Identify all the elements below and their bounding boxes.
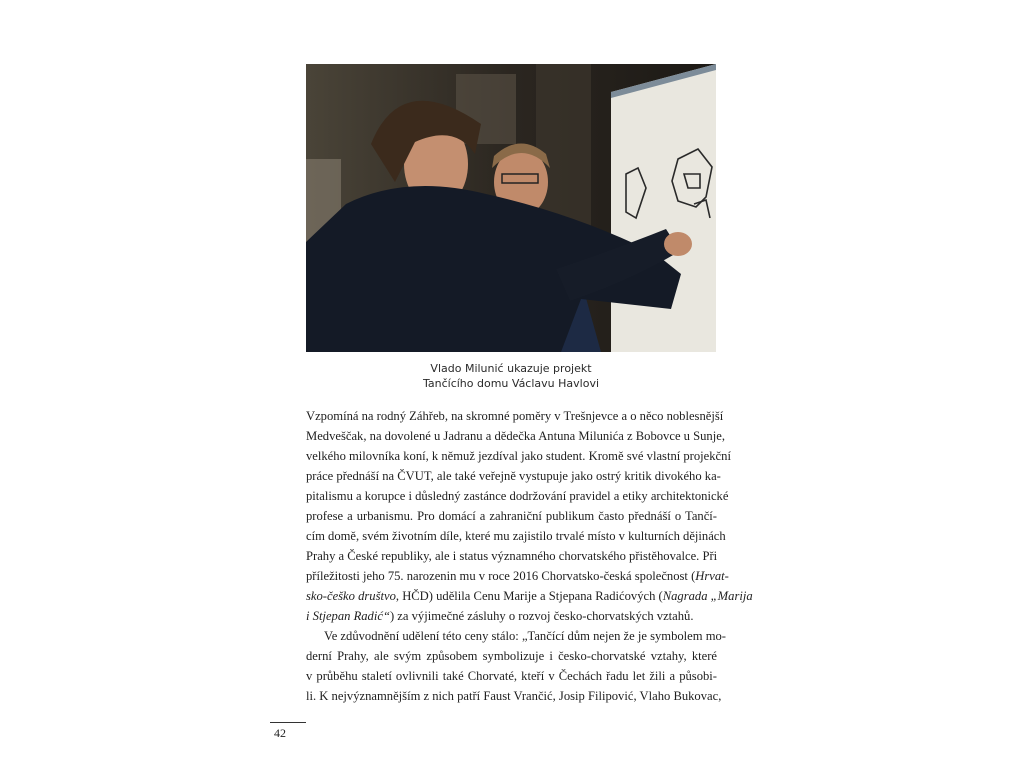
text-line: cím domě, svém životním díle, které mu zajistilo trvalé místo v kulturních dějinách [306, 529, 726, 543]
caption-line-2: Tančícího domu Václavu Havlovi [422, 377, 600, 390]
text-line: Medveščak, na dovolené u Jadranu a dědečka Antuna Milunića z Bobovce u Sunje, [306, 429, 725, 443]
paragraph-2 [306, 626, 726, 706]
italic-fragment: Hrvat- [695, 569, 729, 583]
text-fragment: , HČD) udělila Cenu Marije a Stjepana Radićových ( [395, 589, 663, 603]
text-line: v průběhu staletí ovlivnili také Chorvaté, kteří v Čechách řadu let žili a působi- [306, 669, 717, 683]
footer-rule [270, 722, 306, 723]
text-line [306, 586, 753, 606]
text-line [306, 606, 717, 626]
text-line: pitalismu a korupce i důsledný zastánce dodržování pravidel a etiky architektonické [306, 489, 729, 503]
text-line: profese a urbanismu. Pro domácí a zahraniční publikum často přednáší o Tančí- [306, 509, 717, 523]
text-line: práce přednáší na ČVUT, ale také veřejně vystupuje jako ostrý kritik divokého ka- [306, 469, 721, 483]
photo-illustration [306, 64, 716, 352]
italic-fragment: sko-češko društvo [306, 589, 396, 603]
text-line: li. K nejvýznamnějším z nich patří Faust Vrančić, Josip Filipović, Vlaho Bukovac, [306, 689, 722, 703]
caption-line-1: Vlado Milunić ukazuje projekt [430, 362, 592, 375]
text-line: Ve zdůvodnění udělení této ceny stálo: „Tančící dům nejen že je symbolem mo- [324, 629, 726, 643]
text-fragment: ) za výjimečné zásluhy o rozvoj česko-chorvatských vztahů. [389, 609, 694, 623]
text-line: derní Prahy, ale svým způsobem symbolizuje i česko-chorvatské vztahy, které [306, 649, 717, 663]
photo-havel-milunic [306, 64, 716, 352]
italic-fragment: i Stjepan Radić“ [306, 609, 390, 623]
text-line: Vzpomíná na rodný Záhřeb, na skromné poměry v Trešnjevce a o něco noblesnější [306, 409, 724, 423]
body-text [306, 406, 753, 706]
text-fragment: příležitosti jeho 75. narozenin mu v roce 2016 Chorvatsko-česká společnost ( [306, 569, 696, 583]
photo-caption [306, 361, 716, 391]
text-line: Prahy a České republiky, ale i status významného chorvatského přistěhovalce. Při [306, 549, 718, 563]
text-line [306, 566, 729, 586]
italic-fragment: Nagrada „Marija [662, 589, 753, 603]
text-line: velkého milovníka koní, k němuž jezdíval jako student. Kromě své vlastní projekční [306, 449, 731, 463]
page-number: 42 [274, 726, 286, 740]
paragraph-1 [306, 406, 753, 626]
